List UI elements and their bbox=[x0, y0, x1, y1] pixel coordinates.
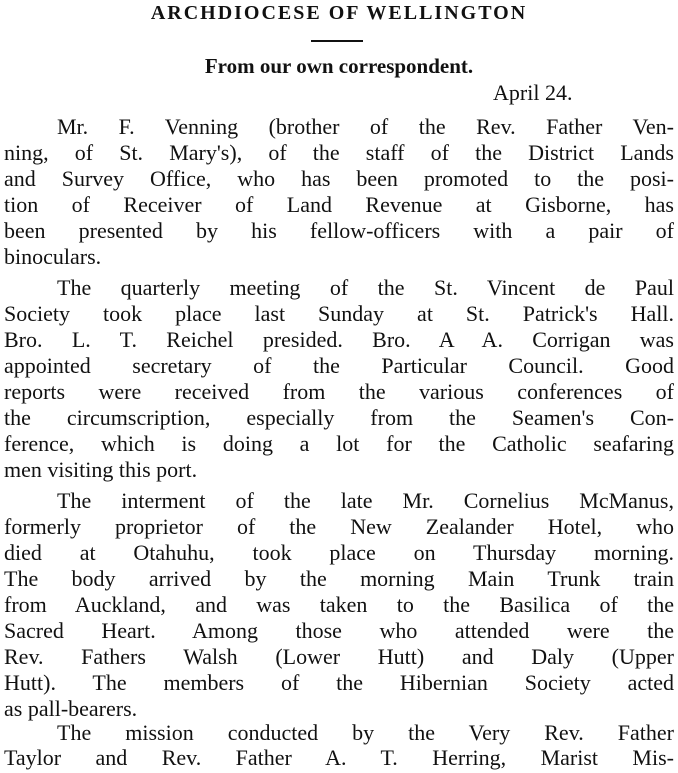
article-line: Hutt). The members of the Hibernian Society acted bbox=[4, 670, 674, 695]
article-line: and Survey Office, who has been promoted to the posi- bbox=[4, 166, 674, 191]
article-line: appointed secretary of the Particular Council. Good bbox=[4, 353, 674, 378]
dateline: April 24. bbox=[493, 80, 573, 105]
article-line: Rev. Fathers Walsh (Lower Hutt) and Daly (Upper bbox=[4, 644, 674, 669]
article-line: The body arrived by the morning Main Trunk train bbox=[4, 566, 674, 591]
headline-rule bbox=[311, 40, 363, 42]
article-line: been presented by his fellow-officers with a pair of bbox=[4, 218, 674, 243]
article-line: ference, which is doing a lot for the Catholic seafaring bbox=[4, 431, 674, 456]
headline: ARCHDIOCESE OF WELLINGTON bbox=[150, 2, 528, 24]
article-line: The interment of the late Mr. Cornelius McManus, bbox=[57, 488, 674, 513]
article-line: Mr. F. Venning (brother of the Rev. Father Ven- bbox=[57, 114, 674, 139]
article-line: Sacred Heart. Among those who attended were the bbox=[4, 618, 674, 643]
article-line: tion of Receiver of Land Revenue at Gisborne, has bbox=[4, 192, 674, 217]
article-line: The mission conducted by the Very Rev. Father bbox=[57, 720, 674, 745]
article-line: Society took place last Sunday at St. Patrick's Hall. bbox=[4, 301, 674, 326]
article-line: Taylor and Rev. Father A. T. Herring, Marist Mis- bbox=[4, 745, 674, 770]
article-line: men visiting this port. bbox=[4, 457, 198, 482]
article-line: reports were received from the various conferences of bbox=[4, 379, 674, 404]
article-line: Bro. L. T. Reichel presided. Bro. A A. Corrigan was bbox=[4, 327, 674, 352]
article-line: ning, of St. Mary's), of the staff of the District Lands bbox=[4, 140, 674, 165]
article-line: binoculars. bbox=[4, 244, 102, 269]
article-line: formerly proprietor of the New Zealander Hotel, who bbox=[4, 514, 674, 539]
article-line: died at Otahuhu, took place on Thursday morning. bbox=[4, 540, 674, 565]
article-line: from Auckland, and was taken to the Basilica of the bbox=[4, 592, 674, 617]
byline: From our own correspondent. bbox=[204, 54, 474, 78]
article-line: The quarterly meeting of the St. Vincent de Paul bbox=[57, 275, 674, 300]
article-line: the circumscription, especially from the Seamen's Con- bbox=[4, 405, 674, 430]
article-line: as pall-bearers. bbox=[4, 696, 138, 721]
